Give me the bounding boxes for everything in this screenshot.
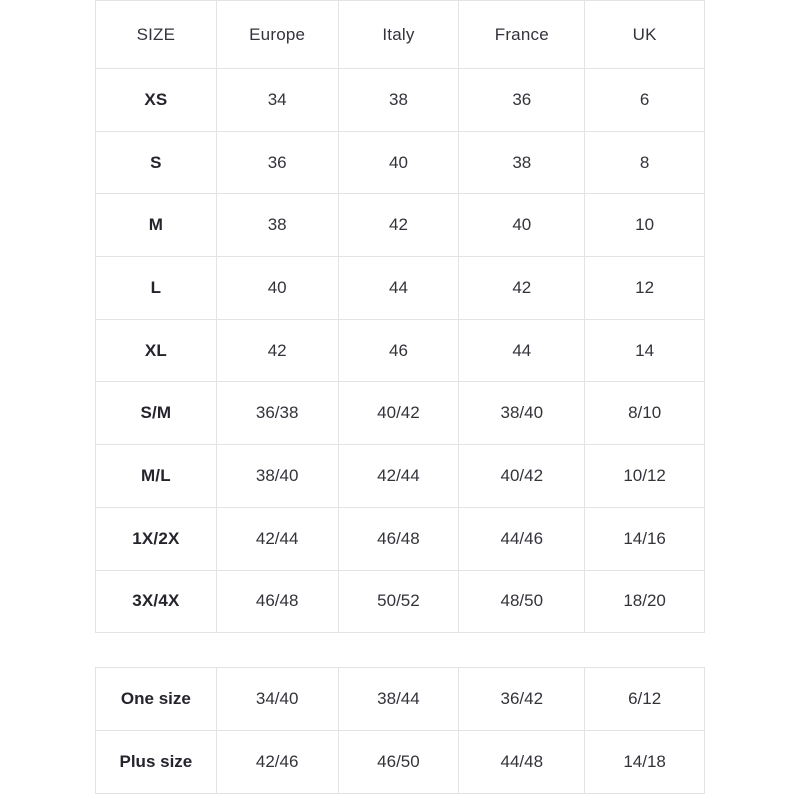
row-label: M: [96, 194, 217, 257]
column-header-france: France: [459, 1, 585, 69]
row-label: 3X/4X: [96, 570, 217, 633]
cell-uk: 14: [585, 319, 705, 382]
cell-uk: 14/18: [585, 731, 705, 794]
table-row: [96, 257, 705, 320]
cell-uk: 8/10: [585, 382, 705, 445]
cell-europe: 36: [216, 131, 338, 194]
table-row: [96, 194, 705, 257]
table-row: [96, 570, 705, 633]
cell-europe: 38/40: [216, 445, 338, 508]
cell-europe: 46/48: [216, 570, 338, 633]
cell-italy: 46/50: [338, 731, 459, 794]
row-label: One size: [96, 668, 217, 731]
cell-europe: 42/46: [216, 731, 338, 794]
cell-france: 48/50: [459, 570, 585, 633]
cell-france: 44/48: [459, 731, 585, 794]
table-header-row: [96, 1, 705, 69]
cell-italy: 50/52: [338, 570, 459, 633]
cell-france: 42: [459, 257, 585, 320]
cell-europe: 34: [216, 69, 338, 132]
cell-france: 44: [459, 319, 585, 382]
row-label: XS: [96, 69, 217, 132]
cell-uk: 10/12: [585, 445, 705, 508]
table-row: [96, 69, 705, 132]
cell-france: 36: [459, 69, 585, 132]
column-header-size: SIZE: [96, 1, 217, 69]
cell-france: 44/46: [459, 507, 585, 570]
table-row: [96, 382, 705, 445]
table-row: [96, 131, 705, 194]
cell-europe: 38: [216, 194, 338, 257]
cell-italy: 46/48: [338, 507, 459, 570]
row-label: Plus size: [96, 731, 217, 794]
cell-europe: 42: [216, 319, 338, 382]
cell-europe: 40: [216, 257, 338, 320]
cell-france: 40: [459, 194, 585, 257]
cell-italy: 46: [338, 319, 459, 382]
row-label: S/M: [96, 382, 217, 445]
cell-france: 36/42: [459, 668, 585, 731]
cell-uk: 18/20: [585, 570, 705, 633]
column-header-europe: Europe: [216, 1, 338, 69]
cell-italy: 38: [338, 69, 459, 132]
column-header-uk: UK: [585, 1, 705, 69]
row-label: XL: [96, 319, 217, 382]
column-header-italy: Italy: [338, 1, 459, 69]
table-row: [96, 668, 705, 731]
cell-italy: 42: [338, 194, 459, 257]
cell-france: 38/40: [459, 382, 585, 445]
cell-italy: 40: [338, 131, 459, 194]
cell-france: 40/42: [459, 445, 585, 508]
cell-france: 38: [459, 131, 585, 194]
cell-italy: 40/42: [338, 382, 459, 445]
row-label: 1X/2X: [96, 507, 217, 570]
cell-italy: 38/44: [338, 668, 459, 731]
cell-uk: 12: [585, 257, 705, 320]
table-row: [96, 731, 705, 794]
cell-europe: 36/38: [216, 382, 338, 445]
cell-uk: 6/12: [585, 668, 705, 731]
cell-uk: 10: [585, 194, 705, 257]
cell-italy: 42/44: [338, 445, 459, 508]
table-row: [96, 507, 705, 570]
table-row: [96, 445, 705, 508]
row-label: M/L: [96, 445, 217, 508]
table-row: [96, 319, 705, 382]
row-label: S: [96, 131, 217, 194]
cell-uk: 8: [585, 131, 705, 194]
cell-uk: 6: [585, 69, 705, 132]
cell-europe: 34/40: [216, 668, 338, 731]
combined-size-table: [95, 667, 705, 794]
cell-italy: 44: [338, 257, 459, 320]
row-label: L: [96, 257, 217, 320]
cell-uk: 14/16: [585, 507, 705, 570]
size-conversion-table: [95, 0, 705, 633]
cell-europe: 42/44: [216, 507, 338, 570]
